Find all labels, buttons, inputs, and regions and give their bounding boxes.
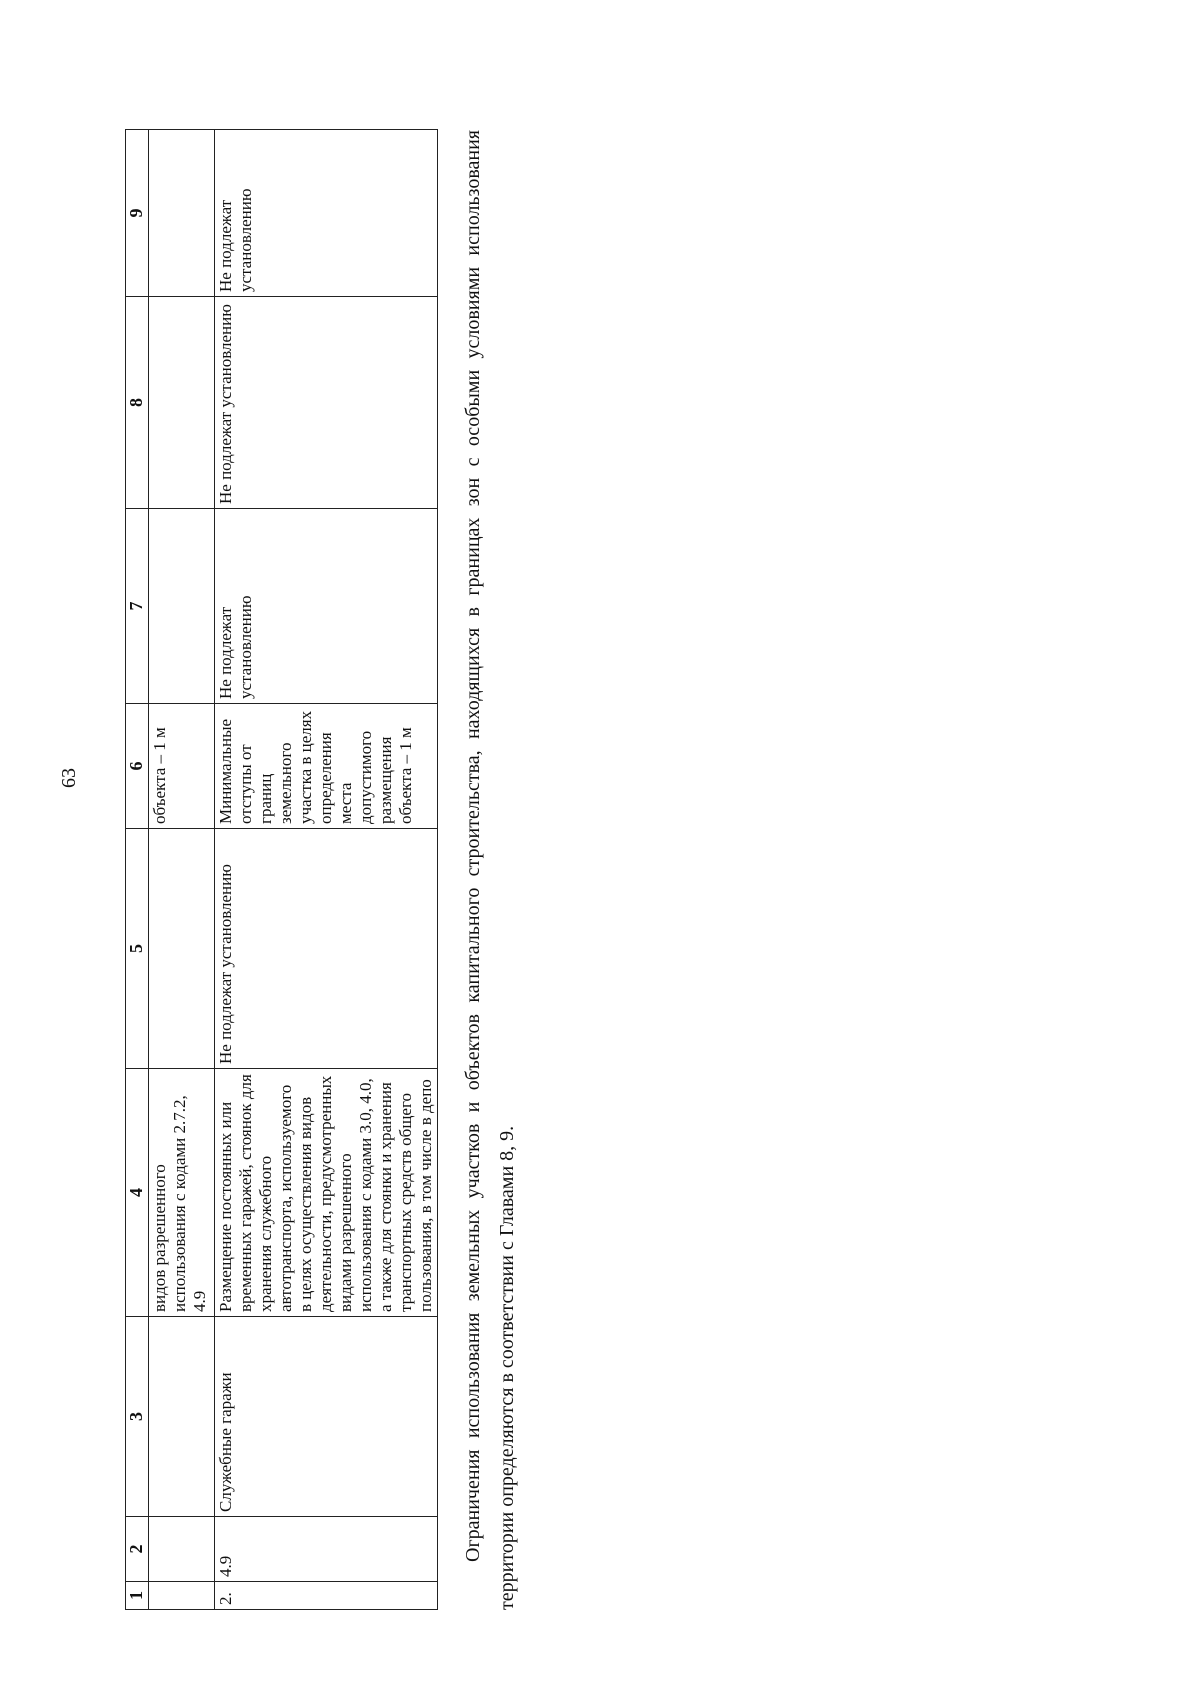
col-header-7: 7 xyxy=(126,509,149,704)
table-cell: видов разрешенного использования с кодами 2.7.2, 4.9 xyxy=(149,1069,215,1317)
col-header-9: 9 xyxy=(126,130,149,297)
col-header-4: 4 xyxy=(126,1069,149,1317)
col-header-1: 1 xyxy=(126,1582,149,1610)
table-row xyxy=(215,130,438,1610)
table-cell: Не подлежат установлению xyxy=(215,829,438,1069)
col-header-8: 8 xyxy=(126,297,149,509)
table-cell: Минимальные отступы от границ земельного участка в целях определения места допустимого размещения объекта – 1 м xyxy=(215,704,438,829)
table-header-row xyxy=(126,130,149,1610)
table-cell: Не подлежат установлению xyxy=(215,130,438,297)
col-header-2: 2 xyxy=(126,1517,149,1582)
table-cell: 4.9 xyxy=(215,1517,438,1582)
table-cell xyxy=(149,1582,215,1610)
table-cell xyxy=(149,829,215,1069)
table-row xyxy=(149,130,215,1610)
col-header-3: 3 xyxy=(126,1317,149,1517)
table-cell xyxy=(149,509,215,704)
table-cell xyxy=(149,1517,215,1582)
page-number: 63 xyxy=(58,768,80,788)
table-cell: Размещение постоянных или временных гаражей, стоянок для хранения служебного автотранспорта, используемого в целях осуществления видов деятельности, предусмотренных видами разрешенного использования с кодами 3.0, 4.0, а также для стоянки и хранения транспортных средств общего пользования, в том числе в депо xyxy=(215,1069,438,1317)
col-header-6: 6 xyxy=(126,704,149,829)
table-cell: объекта – 1 м xyxy=(149,704,215,829)
table-cell xyxy=(149,130,215,297)
table-cell xyxy=(149,297,215,509)
table-cell: Служебные гаражи xyxy=(215,1317,438,1517)
table-cell xyxy=(149,1317,215,1517)
restrictions-note: Ограничения использования земельных участков и объектов капитального строительства, находящихся в границах зон с особыми условиями использования территории определяются в соответствии с Главами 8, 9. xyxy=(462,130,518,1610)
landscape-content xyxy=(125,130,565,1610)
table-cell: Не подлежат установлению xyxy=(215,509,438,704)
table-cell: 2. xyxy=(215,1582,438,1610)
table-cell: Не подлежат установлению xyxy=(215,297,438,509)
regulations-table xyxy=(125,129,438,1610)
col-header-5: 5 xyxy=(126,829,149,1069)
